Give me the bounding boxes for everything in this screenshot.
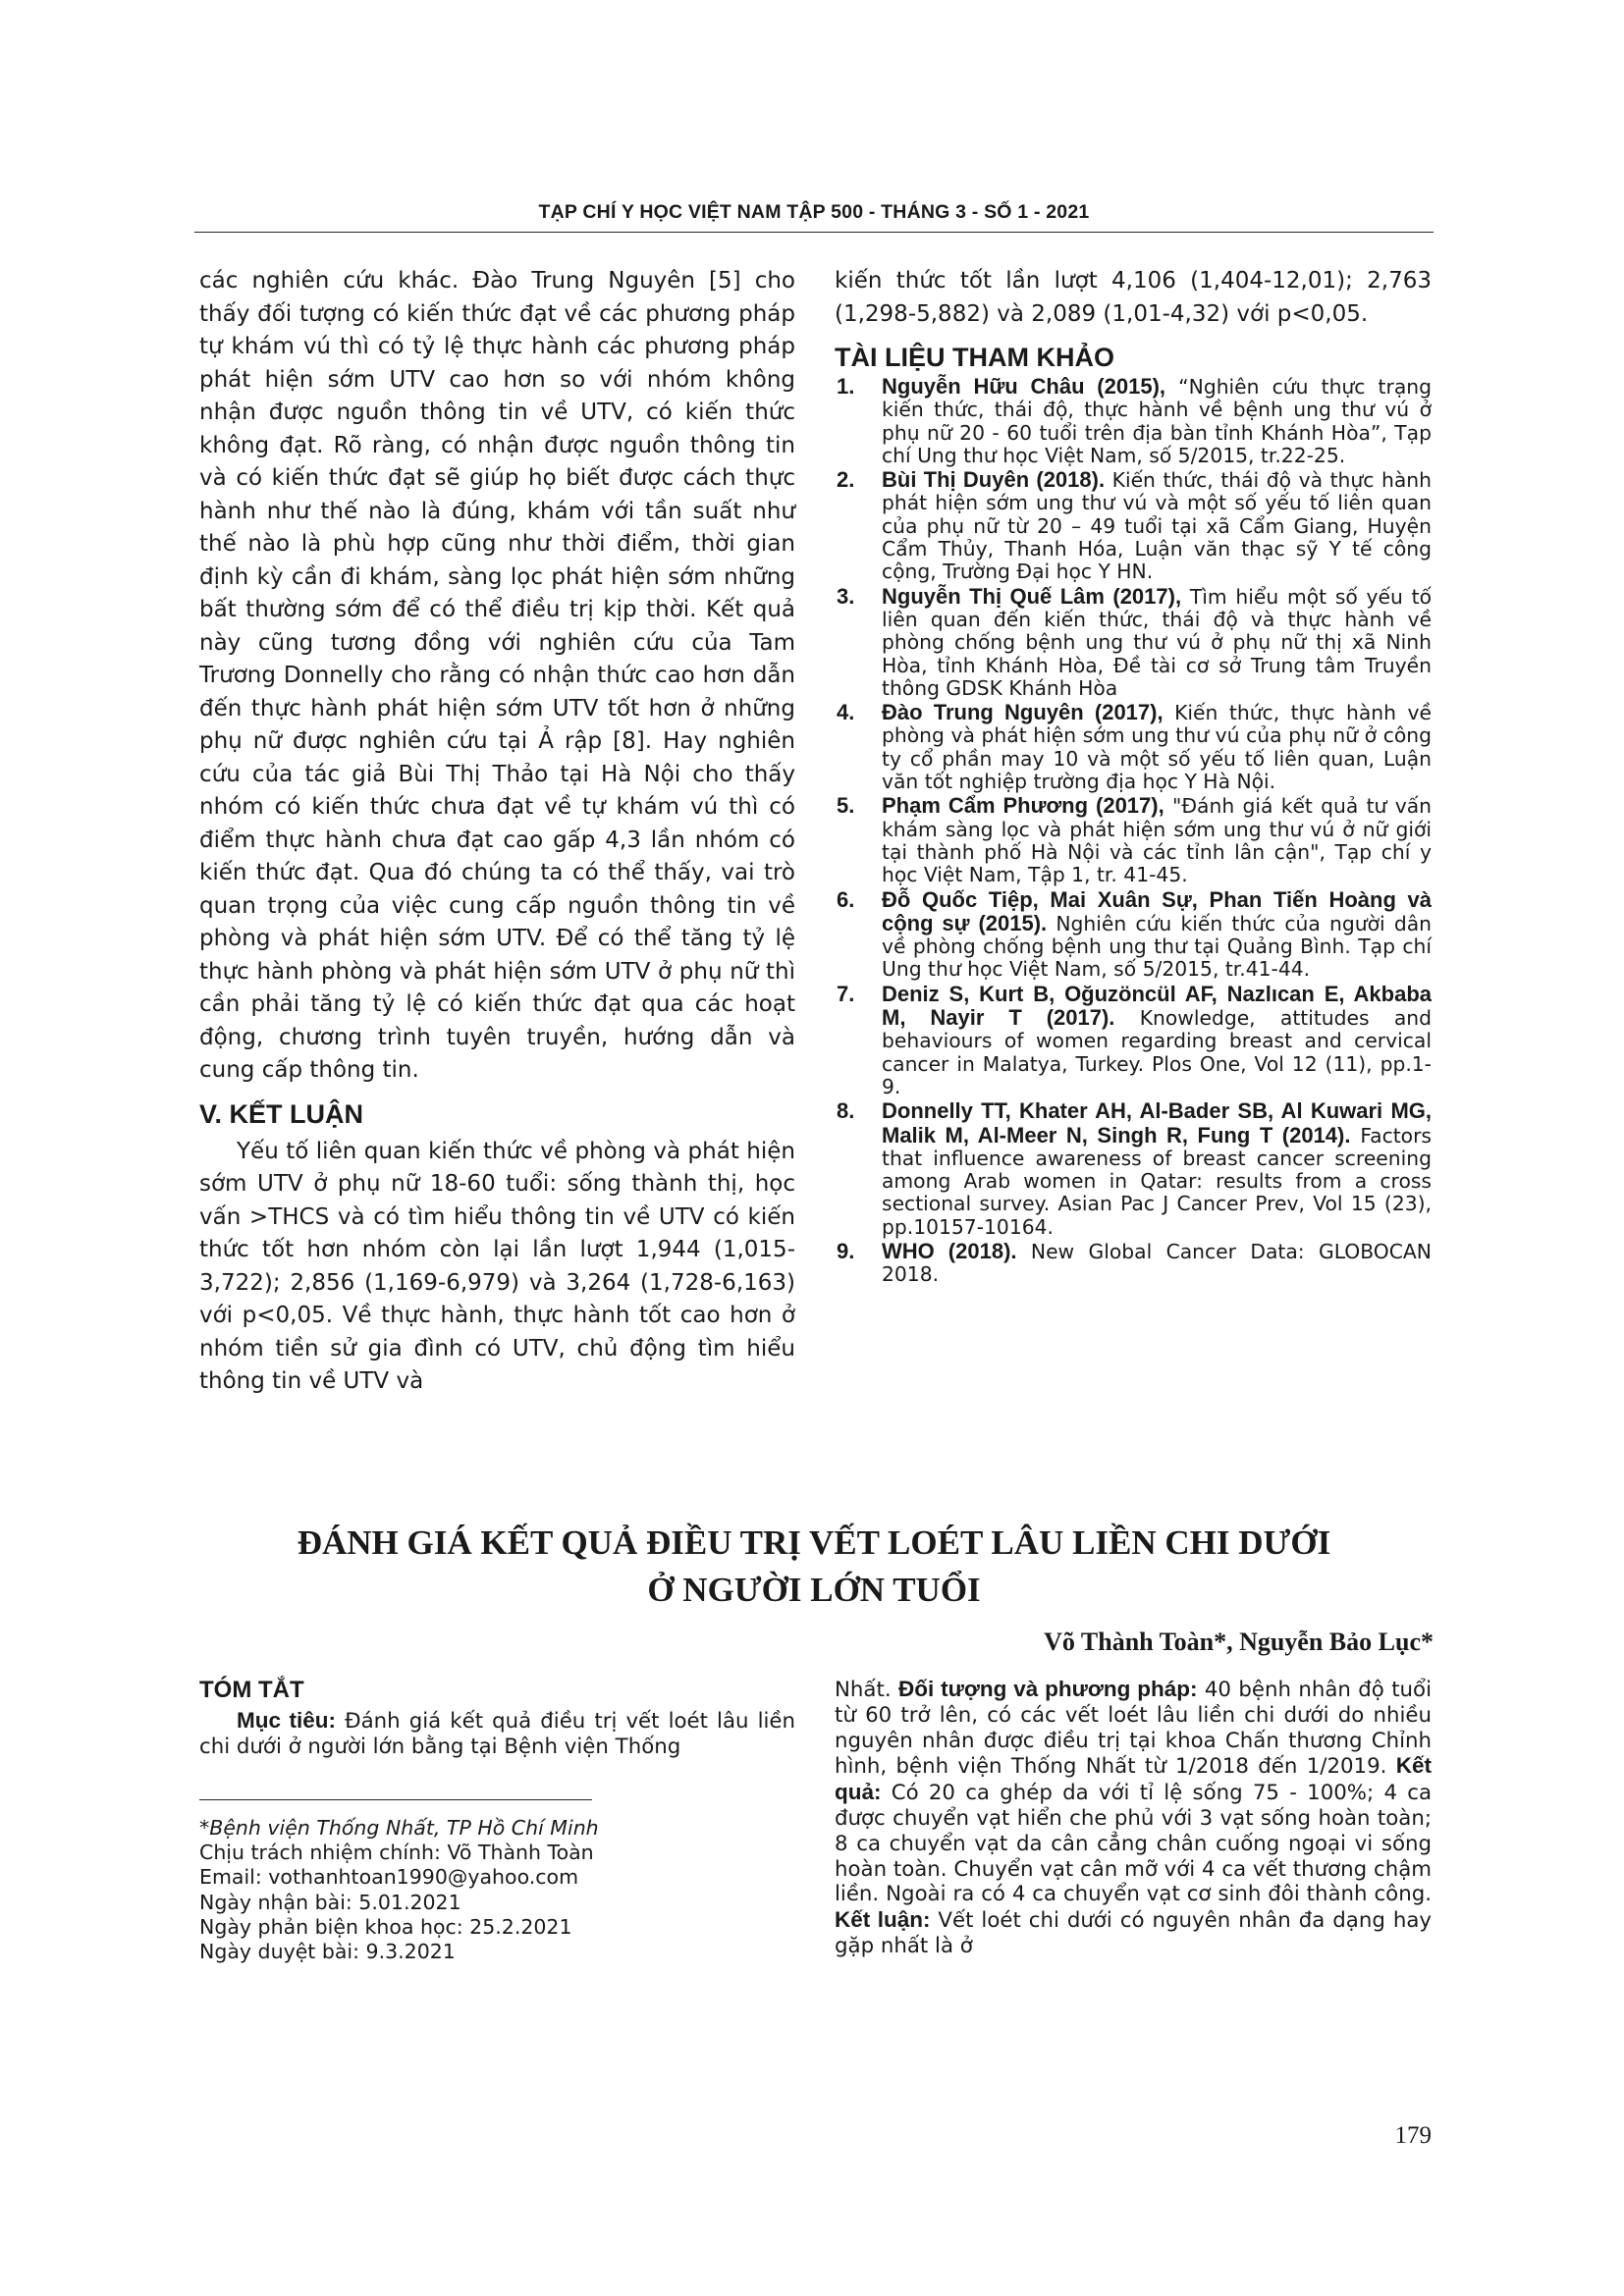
reference-number: 6. xyxy=(837,886,855,912)
reference-text: Knowledge, attitudes and behaviours of women regarding breast and cervical cancer in Malatya, Turkey. Plos One, Vol 12 (11), pp.1-9. xyxy=(882,1006,1433,1098)
reference-authors: WHO (2018). xyxy=(882,1238,1017,1263)
abstract-conclusion-label: Kết luận: xyxy=(835,1907,931,1933)
abstract-body xyxy=(835,1677,1432,1959)
reference-text: New Global Cancer Data: GLOBOCAN 2018. xyxy=(882,1239,1432,1287)
reference-number: 5. xyxy=(837,793,855,819)
reference-item xyxy=(835,701,1432,793)
reference-number: 4. xyxy=(837,700,855,725)
reference-authors: Bùi Thị Duyên (2018). xyxy=(882,467,1106,493)
abstract-results-label: Kết quả: xyxy=(835,1753,1432,1805)
footnote-email: Email: vothanhtoan1990@yahoo.com xyxy=(199,1865,579,1890)
right-column xyxy=(835,265,1432,1288)
reference-number: 2. xyxy=(837,467,855,493)
footnote-accepted: Ngày duyệt bài: 9.3.2021 xyxy=(199,1940,456,1964)
reference-authors: Deniz S, Kurt B, Oğuzöncül AF, Nazlıcan E, Akbaba M, Nayir T (2017). xyxy=(882,981,1432,1031)
article-title xyxy=(194,1520,1434,1614)
journal-header: TẠP CHÍ Y HỌC VIỆT NAM TẬP 500 - THÁNG 3 - SỐ 1 - 2021 xyxy=(538,201,1090,223)
reference-item xyxy=(835,794,1432,886)
article-authors: Võ Thành Toàn*, Nguyễn Bảo Lục* xyxy=(1044,1628,1434,1656)
abstract-conclusion-text: Vết loét chi dưới có nguyên nhân đa dạng hay gặp nhất là ở xyxy=(835,1908,1432,1958)
reference-authors: Đỗ Quốc Tiệp, Mai Xuân Sự, Phan Tiến Hoàng và cộng sự (2015). xyxy=(882,886,1432,935)
discussion-paragraph: các nghiên cứu khác. Đào Trung Nguyên [5] cho thấy đối tượng có kiến thức đạt về các phương pháp tự khám vú thì có tỷ lệ thực hành các phương pháp phát hiện sớm UTV cao hơn so với nhóm không nhận được nguồn thông tin về UTV, có kiến thức không đạt. Rõ ràng, có nhận được nguồn thông tin và có kiến thức đạt sẽ giúp họ biết được cách thực hành như thế nào là đúng, khám với tần suất như thế nào là phù hợp cũng như thời điểm, thời gian định kỳ cần đi khám, sàng lọc phát hiện sớm những bất thường sớm để có thể điều trị kịp thời. Kết quả này cũng tương đồng với nghiên cứu của Tam Trương Donnelly cho rằng có nhận thức cao hơn dẫn đến thực hành phát hiện sớm UTV tốt hơn ở những phụ nữ được nghiên cứu tại Ả rập [8]. Hay nghiên cứu của tác giả Bùi Thị Thảo tại Hà Nội cho thấy nhóm có kiến thức chưa đạt về tự khám vú thì có điểm thực hành chưa đạt cao gấp 4,3 lần nhóm có kiến thức đạt. Qua đó chúng ta có thể thấy, vai trò quan trọng của việc cung cấp nguồn thông tin về phòng và phát hiện sớm UTV. Để có thể tăng tỷ lệ thực hành phòng và phát hiện sớm UTV ở phụ nữ thì cần phải tăng tỷ lệ có kiến thức đạt qua các hoạt động, chương trình tuyên truyền, hướng dẫn và cung cấp thông tin. xyxy=(199,268,795,1083)
reference-item xyxy=(835,1099,1432,1239)
footnote-affiliation: *Bệnh viện Thống Nhất, TP Hồ Chí Minh xyxy=(199,1816,599,1840)
reference-text: Kiến thức, thái độ và thực hành phát hiện sớm ung thư vú và một số yếu tố liên quan của phụ nữ từ 20 – 49 tuổi tại xã Cẩm Giang, Huyện Cẩm Thủy, Thanh Hóa, Luận văn thạc sỹ Y tế công cộng, Trường Đại học Y HN. xyxy=(882,468,1432,584)
abstract-right xyxy=(835,1677,1432,1959)
reference-text: Tìm hiểu một số yếu tố liên quan đến kiến thức, thái độ và thực hành về phòng chống bệnh ung thư vú ở phụ nữ thị xã Ninh Hòa, tỉnh Khánh Hòa, Đề tài cơ sở Trung tâm Truyền thông GDSK Khánh Hòa xyxy=(882,584,1432,700)
abstract-left xyxy=(199,1677,795,1760)
abstract-methods-text: 40 bệnh nhân độ tuổi từ 60 trở lên, có các vết loét lâu liền chi dưới do nhiều nguyên nhân được điều trị tại khoa Chấn thương Chỉnh hình, bệnh viện Thống Nhất từ 1/2018 đến 1/2019. xyxy=(835,1678,1432,1780)
footnotes xyxy=(199,1816,788,1964)
footnote-rule xyxy=(199,1799,592,1800)
reference-item xyxy=(835,1240,1432,1287)
footnote-received: Ngày nhận bài: 5.01.2021 xyxy=(199,1890,461,1914)
header-rule xyxy=(194,232,1434,233)
conclusion-heading: V. KẾT LUẬN xyxy=(199,1098,364,1129)
reference-item xyxy=(835,585,1432,700)
reference-authors: Nguyễn Hữu Châu (2015), xyxy=(882,374,1166,399)
reference-number: 7. xyxy=(837,981,855,1006)
left-column xyxy=(199,265,795,1399)
reference-text: "Đánh giá kết quả tư vấn khám sàng lọc và phát hiện sớm ung thư vú ở nữ giới tại thành phố Hà Nội và các tỉnh lân cận", Tạp chí y học Việt Nam, Tập 1, tr. 41-45. xyxy=(882,794,1432,887)
conclusion-continuation: kiến thức tốt lần lượt 4,106 (1,404-12,01); 2,763 (1,298-5,882) và 2,089 (1,01-4,32) với p<0,05. xyxy=(835,268,1432,327)
article-title-line-2: Ở NGƯỜI LỚN TUỔI xyxy=(647,1571,981,1609)
abstract-objective-text: Đánh giá kết quả điều trị vết loét lâu liền chi dưới ở người lớn bằng tại Bệnh viện Thống xyxy=(199,1709,796,1759)
reference-item xyxy=(835,375,1432,467)
reference-text: Kiến thức, thực hành về phòng và phát hiện sớm ung thư vú của phụ nữ ở công ty cổ phần may 10 và một số yếu tố liên quan, Luận văn tốt nghiệp trường địa học Y Hà Nội. xyxy=(882,701,1432,794)
reference-number: 3. xyxy=(837,583,855,609)
reference-number: 9. xyxy=(837,1238,855,1263)
abstract-objective xyxy=(199,1708,795,1760)
reference-authors: Đào Trung Nguyên (2017), xyxy=(882,700,1164,725)
footnote-responsible: Chịu trách nhiệm chính: Võ Thành Toàn xyxy=(199,1841,594,1865)
reference-authors: Nguyễn Thị Quế Lâm (2017), xyxy=(882,583,1182,609)
reference-text: “Nghiên cứu thực trạng kiến thức, thái độ, thực hành về bệnh ung thư vú ở phụ nữ 20 - 60 tuổi trên địa bàn tỉnh Khánh Hòa”, Tạp chí Ung thư học Việt Nam, số 5/2015, tr.22-25. xyxy=(882,375,1432,467)
reference-item xyxy=(835,468,1432,583)
article-title-line-1: ĐÁNH GIÁ KẾT QUẢ ĐIỀU TRỊ VẾT LOÉT LÂU LIỀN CHI DƯỚI xyxy=(297,1523,1331,1562)
reference-authors: Donnelly TT, Khater AH, Al-Bader SB, Al Kuwari MG, Malik M, Al-Meer N, Singh R, Fung T (2014). xyxy=(882,1098,1432,1148)
footnote-reviewed: Ngày phản biện khoa học: 25.2.2021 xyxy=(199,1914,572,1939)
reference-text: Factors that influence awareness of breast cancer screening among Arab women in Qatar: results from a cross sectional survey. Asian Pac J Cancer Prev, Vol 15 (23), pp.10157-10164. xyxy=(882,1123,1432,1239)
reference-number: 1. xyxy=(837,374,855,399)
abstract-heading: TÓM TẮT xyxy=(199,1677,304,1703)
reference-list xyxy=(835,375,1432,1287)
conclusion-paragraph: Yếu tố liên quan kiến thức về phòng và phát hiện sớm UTV ở phụ nữ 18-60 tuổi: sống thành thị, học vấn >THCS và có tìm hiểu thông tin về UTV có kiến thức tốt hơn nhóm còn lại lần lượt 1,944 (1,015-3,722); 2,856 (1,169-6,979) và 3,264 (1,728-6,163) với p<0,05. Về thực hành, thực hành tốt cao hơn ở nhóm tiền sử gia đình có UTV, chủ động tìm hiểu thông tin về UTV và xyxy=(199,1138,795,1394)
reference-item xyxy=(835,888,1432,982)
abstract-continuation: Nhất. xyxy=(835,1678,898,1702)
abstract-results-text: Có 20 ca ghép da với tỉ lệ sống 75 - 100%; 4 ca được chuyển vạt hiển che phủ với 3 vạt sống hoàn toàn; 8 ca chuyển vạt da cân cẳng chân cuống ngoại vi sống hoàn toàn. Chuyển vạt cân mỡ với 4 ca vết thương chậm liền. Ngoài ra có 4 ca chuyển vạt cơ sinh đôi thành công. xyxy=(835,1781,1432,1907)
abstract-objective-label: Mục tiêu: xyxy=(237,1708,337,1733)
reference-number: 8. xyxy=(837,1098,855,1124)
reference-authors: Phạm Cẩm Phương (2017), xyxy=(882,793,1164,819)
page-number: 179 xyxy=(1394,2122,1432,2149)
references-heading: TÀI LIỆU THAM KHẢO xyxy=(835,343,1114,372)
abstract-methods-label: Đối tượng và phương pháp: xyxy=(897,1677,1198,1701)
reference-text: Nghiên cứu kiến thức của người dân về phòng chống bệnh ung thư tại Quảng Bình. Tạp chí Ung thư học Việt Nam, số 5/2015, tr.41-44. xyxy=(882,911,1432,982)
reference-item xyxy=(835,983,1432,1098)
